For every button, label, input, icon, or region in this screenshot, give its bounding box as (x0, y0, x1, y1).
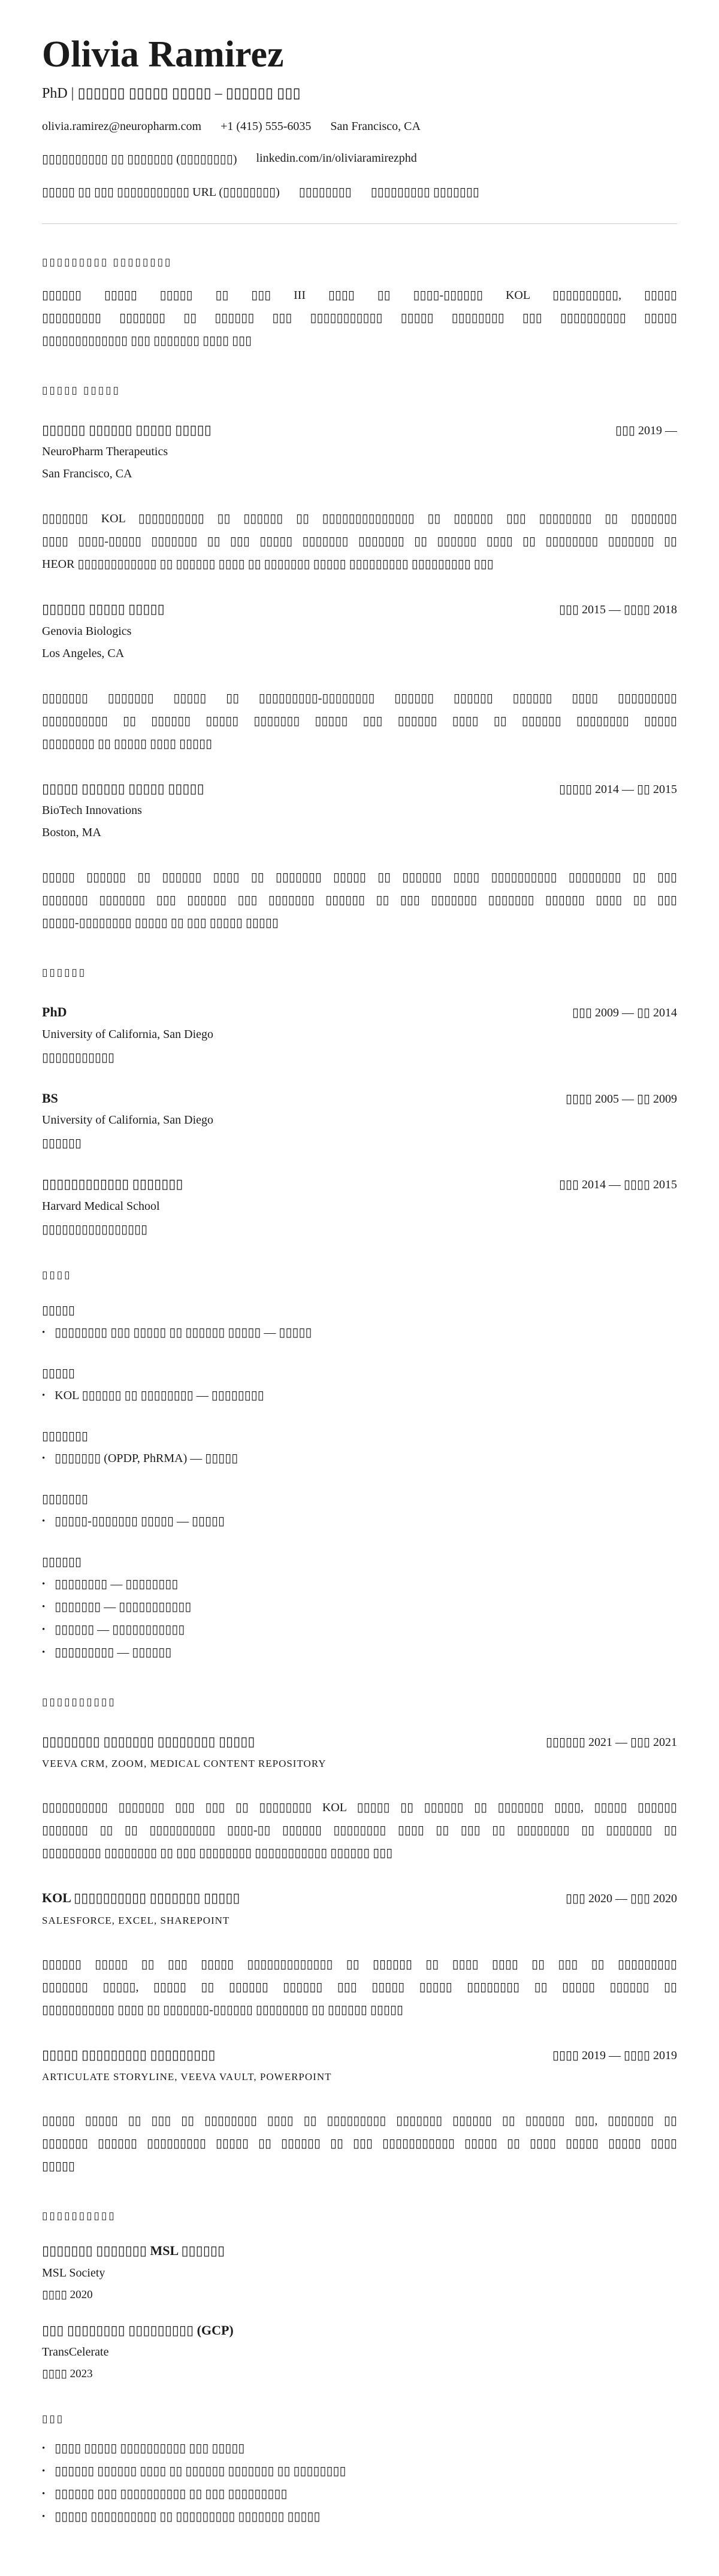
extras-heading: ▯▯▯ (42, 2413, 65, 2425)
skill-item-text: ▯▯▯▯▯-▯▯▯▯▯▯▯ ▯▯▯▯▯ — ▯▯▯▯▯ (55, 1514, 225, 1528)
skill-group-title: ▯▯▯▯▯ (42, 1366, 75, 1380)
experience-section (42, 385, 677, 935)
skill-group (42, 1428, 677, 1470)
skill-items (42, 1510, 677, 1533)
certification-date: ▯▯▯▯ 2020 (42, 2288, 93, 2301)
field-of-study: ▯▯▯▯▯▯▯▯▯▯▯▯▯▯▯▯ (42, 1222, 148, 1236)
extra-item-text: ▯▯▯▯▯▯ ▯▯▯ ▯▯▯▯▯▯▯▯▯▯ ▯▯ ▯▯▯ ▯▯▯▯▯▯▯▯▯ (55, 2487, 288, 2501)
job-entry (42, 780, 677, 935)
skill-group (42, 1303, 677, 1344)
skill-item (42, 1510, 677, 1533)
contact-row-2 (42, 152, 677, 167)
extras-section (42, 2413, 677, 2528)
skill-group (42, 1366, 677, 1407)
extra-item (42, 2505, 677, 2528)
bullet-icon: • (42, 1453, 46, 1463)
extra-item-text: ▯▯▯▯▯ ▯▯▯▯▯▯▯▯▯▯ ▯▯ ▯▯▯▯▯▯▯▯▯ ▯▯▯▯▯▯▯ ▯▯▯▯▯ (55, 2510, 321, 2524)
skill-item (42, 1447, 677, 1470)
school-name: Harvard Medical School (42, 1199, 160, 1213)
skill-item (42, 1384, 677, 1407)
job-description-line: HEOR ▯▯▯▯▯▯▯▯▯▯▯▯ ▯▯ ▯▯▯▯▯▯ ▯▯▯▯ ▯▯ ▯▯▯▯▯▯▯ ▯▯▯▯▯ ▯▯▯▯▯▯▯▯▯ ▯▯▯▯▯▯▯▯▯ ▯▯▯ (42, 558, 494, 571)
certification-entry (42, 2322, 677, 2381)
skill-item (42, 1573, 677, 1596)
job-entry-head (42, 780, 677, 797)
project-description (42, 1953, 677, 2021)
contact-row-3 (42, 184, 677, 199)
skill-item-text: ▯▯▯▯▯▯▯▯ ▯▯▯ ▯▯▯▯▯ ▯▯ ▯▯▯▯▯▯ ▯▯▯▯▯ — ▯▯▯▯▯ (55, 1325, 312, 1339)
job-description-line: ▯▯▯▯▯▯▯ ▯▯▯▯▯▯▯ ▯▯▯ ▯▯▯▯▯▯ ▯▯▯ ▯▯▯▯▯▯▯ ▯▯▯▯▯▯ ▯▯ ▯▯▯ ▯▯▯▯▯▯▯ ▯▯▯▯▯▯▯ ▯▯▯▯▯▯ ▯▯▯▯ ▯▯ ▯▯▯ (42, 894, 677, 907)
summary-line: ▯▯▯▯▯▯▯▯▯▯▯▯▯ ▯▯▯ ▯▯▯▯▯▯▯ ▯▯▯▯ ▯▯▯ (42, 334, 252, 347)
phone-text: +1 (415) 555-6035 (220, 119, 312, 133)
linkedin-text: linkedin.com/in/oliviaramirezphd (256, 151, 417, 165)
education-entry (42, 1090, 677, 1151)
project-title: ▯▯▯▯▯ ▯▯▯▯▯▯▯▯▯ ▯▯▯▯▯▯▯▯▯ (42, 2047, 216, 2062)
project-entry (42, 2047, 677, 2178)
education-entry-head (42, 1004, 677, 1021)
education-dates: ▯▯▯ 2009 — ▯▯ 2014 (572, 1006, 677, 1020)
certification-title: ▯▯▯▯▯▯▯ ▯▯▯▯▯▯▯ MSL ▯▯▯▯▯▯ (42, 2243, 225, 2259)
field-of-study: ▯▯▯▯▯▯ (42, 1137, 82, 1151)
skill-item (42, 1641, 677, 1664)
project-title: ▯▯▯▯▯▯▯▯ ▯▯▯▯▯▯▯ ▯▯▯▯▯▯▯▯ ▯▯▯▯▯ (42, 1733, 255, 1749)
job-entry (42, 601, 677, 755)
project-entry-head (42, 1890, 677, 1906)
job-location: Los Angeles, CA (42, 646, 125, 660)
education-dates: ▯▯▯▯ 2005 — ▯▯ 2009 (565, 1092, 677, 1106)
person-title-subtitle: PhD | ▯▯▯▯▯▯ ▯▯▯▯▯ ▯▯▯▯▯ – ▯▯▯▯▯▯ ▯▯▯ (42, 85, 301, 101)
project-description-line: ▯▯▯▯▯▯▯ ▯▯ ▯▯ ▯▯▯▯▯▯▯▯▯▯ ▯▯▯▯-▯▯ ▯▯▯▯▯▯ ▯▯▯▯▯▯▯▯ ▯▯▯▯ ▯▯ ▯▯▯ ▯▯ ▯▯▯▯▯▯▯▯ ▯▯ ▯▯▯▯▯▯▯ ▯▯ (42, 1824, 677, 1838)
experience-heading: ▯▯▯▯▯ ▯▯▯▯▯ (42, 384, 120, 396)
projects-heading: ▯▯▯▯▯▯▯▯▯▯ (42, 1696, 116, 1708)
skill-item (42, 1596, 677, 1618)
summary-section (42, 256, 677, 352)
skill-item-text: KOL ▯▯▯▯▯▯ ▯▯ ▯▯▯▯▯▯▯▯ — ▯▯▯▯▯▯▯▯ (55, 1388, 264, 1402)
skill-item-text: ▯▯▯▯▯▯▯▯ — ▯▯▯▯▯▯▯▯ (55, 1577, 179, 1591)
certification-org: TransCelerate (42, 2345, 109, 2359)
bullet-icon: • (42, 1390, 46, 1400)
summary-line: ▯▯▯▯▯▯ ▯▯▯▯▯ ▯▯▯▯▯ ▯▯ ▯▯▯ III ▯▯▯▯ ▯▯ ▯▯▯▯-▯▯▯▯▯▯ KOL ▯▯▯▯▯▯▯▯▯▯, ▯▯▯▯▯ (42, 288, 677, 302)
header-divider (42, 223, 677, 224)
bullet-icon: • (42, 2466, 46, 2477)
certification-title: ▯▯▯ ▯▯▯▯▯▯▯▯ ▯▯▯▯▯▯▯▯▯ (GCP) (42, 2322, 234, 2338)
job-description-line: ▯▯▯▯▯▯▯ KOL ▯▯▯▯▯▯▯▯▯▯ ▯▯ ▯▯▯▯▯▯ ▯▯ ▯▯▯▯▯▯▯▯▯▯▯▯▯▯ ▯▯ ▯▯▯▯▯▯ ▯▯▯ ▯▯▯▯▯▯▯▯ ▯▯ ▯▯▯▯▯▯▯ (42, 512, 677, 526)
certifications-heading: ▯▯▯▯▯▯▯▯▯▯ (42, 2210, 116, 2222)
degree-title: ▯▯▯▯▯▯▯▯▯▯▯▯ ▯▯▯▯▯▯▯ (42, 1176, 183, 1192)
bullet-icon: • (42, 1647, 46, 1657)
education-entry-head (42, 1090, 677, 1107)
project-entry (42, 1890, 677, 2021)
projects-section (42, 1696, 677, 2178)
project-description-line: ▯▯▯▯▯▯▯▯▯▯ ▯▯▯▯▯▯▯ ▯▯▯ ▯▯▯ ▯▯ ▯▯▯▯▯▯▯▯ KOL ▯▯▯▯▯ ▯▯ ▯▯▯▯▯▯ ▯▯ ▯▯▯▯▯▯▯ ▯▯▯▯, ▯▯▯▯▯ ▯▯▯▯▯▯ (42, 1801, 677, 1815)
project-description (42, 1796, 677, 1864)
job-dates: ▯▯▯▯▯ 2014 — ▯▯ 2015 (558, 782, 677, 796)
field-of-study: ▯▯▯▯▯▯▯▯▯▯▯ (42, 1051, 115, 1064)
education-entry (42, 1176, 677, 1237)
education-section (42, 967, 677, 1237)
bullet-icon: • (42, 2489, 46, 2499)
contact-row-1 (42, 120, 677, 134)
job-entry-head (42, 422, 677, 438)
education-entry-head (42, 1176, 677, 1192)
skills-section (42, 1269, 677, 1664)
job-description-line: ▯▯▯▯▯▯▯ ▯▯▯▯▯▯▯ ▯▯▯▯▯ ▯▯ ▯▯▯▯▯▯▯▯▯-▯▯▯▯▯▯▯▯ ▯▯▯▯▯▯ ▯▯▯▯▯▯ ▯▯▯▯▯▯ ▯▯▯▯ ▯▯▯▯▯▯▯▯▯ (42, 691, 677, 705)
project-description-line: ▯▯▯▯▯ (42, 2160, 75, 2174)
education-dates: ▯▯▯ 2014 — ▯▯▯▯ 2015 (558, 1178, 677, 1192)
project-description (42, 2109, 677, 2178)
skill-item-text: ▯▯▯▯▯▯▯ (OPDP, PhRMA) — ▯▯▯▯▯ (55, 1451, 238, 1465)
skill-group-title: ▯▯▯▯▯▯▯ (42, 1492, 89, 1506)
skill-group-title: ▯▯▯▯▯ (42, 1303, 75, 1317)
skill-group (42, 1491, 677, 1533)
project-description-line: ▯▯▯▯▯▯▯ ▯▯▯▯▯, ▯▯▯▯▯ ▯▯ ▯▯▯▯▯▯ ▯▯▯▯▯▯ ▯▯▯ ▯▯▯▯▯ ▯▯▯▯▯ ▯▯▯▯▯▯▯▯ ▯▯ ▯▯▯▯▯ ▯▯▯▯▯▯ ▯▯ (42, 1980, 677, 1994)
project-dates: ▯▯▯▯ 2019 — ▯▯▯▯ 2019 (552, 2048, 677, 2062)
website-label: ▯▯▯▯▯▯▯▯▯▯ ▯▯ ▯▯▯▯▯▯▯ (▯▯▯▯▯▯▯▯) (42, 152, 237, 166)
bullet-icon: • (42, 1602, 46, 1612)
job-description-line: ▯▯▯▯▯▯▯▯▯▯ ▯▯ ▯▯▯▯▯▯ ▯▯▯▯▯ ▯▯▯▯▯▯▯ ▯▯▯▯▯ ▯▯▯ ▯▯▯▯▯▯ ▯▯▯▯ ▯▯ ▯▯▯▯▯▯ ▯▯▯▯▯▯▯▯ ▯▯▯▯▯ (42, 714, 677, 728)
summary-line: ▯▯▯▯▯▯▯▯▯ ▯▯▯▯▯▯▯ ▯▯ ▯▯▯▯▯▯ ▯▯▯ ▯▯▯▯▯▯▯▯▯▯▯ ▯▯▯▯▯ ▯▯▯▯▯▯▯▯ ▯▯▯ ▯▯▯▯▯▯▯▯▯▯ ▯▯▯▯▯ (42, 311, 677, 325)
certification-org: MSL Society (42, 2266, 105, 2280)
job-company: NeuroPharm Therapeutics (42, 445, 168, 459)
bullet-icon: • (42, 1624, 46, 1634)
skill-items (42, 1447, 677, 1470)
bullet-icon: • (42, 1579, 46, 1589)
project-description-line: ▯▯▯▯▯▯▯ ▯▯▯▯▯▯ ▯▯▯▯▯▯▯▯▯ ▯▯▯▯▯ ▯▯ ▯▯▯▯▯▯ ▯▯ ▯▯▯ ▯▯▯▯▯▯▯▯▯▯▯ ▯▯▯▯▯ ▯▯ ▯▯▯▯ ▯▯▯▯▯ ▯▯▯▯▯ ▯▯▯▯ (42, 2137, 677, 2151)
school-name: University of California, San Diego (42, 1027, 214, 1041)
skill-item (42, 1321, 677, 1344)
skill-item-text: ▯▯▯▯▯▯ — ▯▯▯▯▯▯▯▯▯▯▯ (55, 1623, 185, 1636)
skill-item-text: ▯▯▯▯▯▯▯▯▯ — ▯▯▯▯▯▯ (55, 1645, 172, 1659)
extra-link-2: ▯▯▯▯▯▯▯▯▯ ▯▯▯▯▯▯▯ (370, 185, 479, 199)
job-entry (42, 422, 677, 576)
job-company: BioTech Innovations (42, 804, 142, 818)
education-heading: ▯▯▯▯▯▯ (42, 967, 87, 979)
bullet-icon: • (42, 2512, 46, 2522)
job-entry-head (42, 601, 677, 617)
job-title: ▯▯▯▯▯▯ ▯▯▯▯▯ ▯▯▯▯▯ (42, 601, 165, 617)
skill-items (42, 1321, 677, 1344)
job-dates: ▯▯▯ 2015 — ▯▯▯▯ 2018 (558, 603, 677, 617)
job-title: ▯▯▯▯▯ ▯▯▯▯▯▯ ▯▯▯▯▯ ▯▯▯▯▯ (42, 780, 204, 796)
skill-item-text: ▯▯▯▯▯▯▯ — ▯▯▯▯▯▯▯▯▯▯▯ (55, 1600, 192, 1614)
job-location: San Francisco, CA (42, 467, 132, 481)
project-tools: VEEVA CRM, ZOOM, MEDICAL CONTENT REPOSITORY (42, 1758, 327, 1770)
project-entry-head (42, 1733, 677, 1750)
certifications-section (42, 2210, 677, 2381)
extra-item-text: ▯▯▯▯ ▯▯▯▯▯ ▯▯▯▯▯▯▯▯▯▯ ▯▯▯ ▯▯▯▯▯ (55, 2442, 245, 2456)
job-description (42, 687, 677, 755)
education-entry (42, 1004, 677, 1065)
skill-group-title: ▯▯▯▯▯▯ (42, 1555, 82, 1569)
resume-header (42, 35, 677, 199)
summary-paragraph (42, 284, 677, 352)
email-text: olivia.ramirez@neuropharm.com (42, 119, 202, 133)
school-name: University of California, San Diego (42, 1113, 214, 1127)
job-dates: ▯▯▯ 2019 — (615, 423, 677, 437)
job-company: Genovia Biologics (42, 624, 132, 638)
project-dates: ▯▯▯ 2020 — ▯▯▯ 2020 (565, 1892, 677, 1906)
degree-title: BS (42, 1090, 58, 1106)
job-description (42, 507, 677, 576)
certification-entry (42, 2242, 677, 2302)
job-title: ▯▯▯▯▯▯ ▯▯▯▯▯▯ ▯▯▯▯▯ ▯▯▯▯▯ (42, 422, 212, 437)
skill-item (42, 1618, 677, 1641)
bullet-icon: • (42, 2444, 46, 2454)
degree-title: PhD (42, 1004, 67, 1020)
project-dates: ▯▯▯▯▯▯ 2021 — ▯▯▯ 2021 (545, 1735, 677, 1749)
job-description (42, 866, 677, 934)
location-text: San Francisco, CA (330, 119, 421, 133)
extra-link-1: ▯▯▯▯▯▯▯▯ (298, 185, 352, 199)
certification-date: ▯▯▯▯ 2023 (42, 2368, 93, 2381)
job-location: Boston, MA (42, 826, 101, 840)
extra-item (42, 2483, 677, 2505)
skill-items (42, 1573, 677, 1664)
project-entry (42, 1733, 677, 1865)
project-description-line: ▯▯▯▯▯▯▯▯▯ ▯▯▯▯▯▯▯▯ ▯▯ ▯▯▯ ▯▯▯▯▯▯▯▯ ▯▯▯▯▯▯▯▯▯▯▯ ▯▯▯▯▯▯ ▯▯▯ (42, 1847, 393, 1860)
job-description-line: ▯▯▯▯▯▯▯▯ ▯▯ ▯▯▯▯▯ ▯▯▯▯ ▯▯▯▯▯ (42, 737, 213, 750)
project-tools: SALESFORCE, EXCEL, SHAREPOINT (42, 1914, 230, 1926)
skills-heading: ▯▯▯▯ (42, 1269, 72, 1281)
person-name: Olivia Ramirez (42, 34, 284, 75)
extra-item (42, 2437, 677, 2460)
job-description-line: ▯▯▯▯▯-▯▯▯▯▯▯▯▯ ▯▯▯▯▯ ▯▯ ▯▯▯ ▯▯▯▯▯ ▯▯▯▯▯ (42, 916, 279, 930)
project-description-line: ▯▯▯▯▯ ▯▯▯▯▯ ▯▯ ▯▯▯ ▯▯ ▯▯▯▯▯▯▯▯ ▯▯▯▯ ▯▯ ▯▯▯▯▯▯▯▯▯ ▯▯▯▯▯▯▯ ▯▯▯▯▯▯ ▯▯ ▯▯▯▯▯▯ ▯▯▯, ▯▯▯▯▯▯▯ ▯▯ (42, 2114, 677, 2128)
skill-group-title: ▯▯▯▯▯▯▯ (42, 1429, 89, 1443)
project-tools: ARTICULATE STORYLINE, VEEVA VAULT, POWERPOINT (42, 2071, 332, 2083)
job-description-line: ▯▯▯▯ ▯▯▯▯-▯▯▯▯▯ ▯▯▯▯▯▯▯ ▯▯ ▯▯▯ ▯▯▯▯▯ ▯▯▯▯▯▯▯ ▯▯▯▯▯▯▯ ▯▯ ▯▯▯▯▯▯ ▯▯▯▯ ▯▯ ▯▯▯▯▯▯▯▯ ▯▯▯▯▯▯▯ ▯▯ (42, 535, 677, 549)
skill-items (42, 1384, 677, 1407)
job-description-line: ▯▯▯▯▯ ▯▯▯▯▯▯ ▯▯ ▯▯▯▯▯▯ ▯▯▯▯ ▯▯ ▯▯▯▯▯▯▯ ▯▯▯▯▯ ▯▯ ▯▯▯▯▯▯ ▯▯▯▯ ▯▯▯▯▯▯▯▯▯▯ ▯▯▯▯▯▯▯▯ ▯▯ ▯▯▯ (42, 871, 678, 885)
project-title: KOL ▯▯▯▯▯▯▯▯▯▯ ▯▯▯▯▯▯▯ ▯▯▯▯▯ (42, 1890, 240, 1906)
bullet-icon: • (42, 1327, 46, 1337)
project-description-line: ▯▯▯▯▯▯▯▯▯▯▯ ▯▯▯▯ ▯▯ ▯▯▯▯▯▯▯-▯▯▯▯▯▯ ▯▯▯▯▯▯▯▯ ▯▯ ▯▯▯▯▯▯ ▯▯▯▯▯ (42, 2003, 403, 2017)
skill-group (42, 1554, 677, 1664)
extra-item-text: ▯▯▯▯▯▯ ▯▯▯▯▯▯ ▯▯▯▯ ▯▯ ▯▯▯▯▯▯ ▯▯▯▯▯▯▯ ▯▯ ▯▯▯▯▯▯▯▯ (55, 2465, 346, 2478)
extras-list (42, 2437, 677, 2528)
project-entry-head (42, 2047, 677, 2063)
bullet-icon: • (42, 1516, 46, 1526)
portfolio-url-label: ▯▯▯▯▯ ▯▯ ▯▯▯ ▯▯▯▯▯▯▯▯▯▯▯ URL (▯▯▯▯▯▯▯▯) (42, 185, 280, 199)
project-description-line: ▯▯▯▯▯▯ ▯▯▯▯▯ ▯▯ ▯▯▯ ▯▯▯▯▯ ▯▯▯▯▯▯▯▯▯▯▯▯▯ ▯▯ ▯▯▯▯▯▯ ▯▯ ▯▯▯▯ ▯▯▯▯ ▯▯ ▯▯▯ ▯▯ ▯▯▯▯▯▯▯▯▯ (42, 1957, 677, 1971)
extra-item (42, 2460, 677, 2483)
summary-heading: ▯▯▯▯▯▯▯▯▯ ▯▯▯▯▯▯▯▯ (42, 256, 173, 268)
